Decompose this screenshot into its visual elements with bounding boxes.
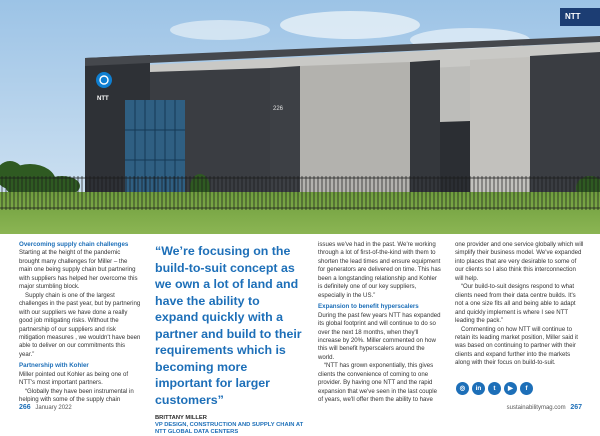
- issue-date: January 2022: [35, 405, 72, 411]
- footer-left: [19, 404, 72, 411]
- paragraph: Miller pointed out Kohler as being one of NTT's most important partners.: [19, 370, 129, 387]
- web-icon[interactable]: ◎: [456, 382, 469, 395]
- article-column-3: [318, 241, 442, 405]
- article-column-4: [455, 241, 585, 368]
- section-heading: Overcoming supply chain challenges: [19, 241, 129, 248]
- youtube-icon[interactable]: ▶: [504, 382, 517, 395]
- paragraph: Supply chain is one of the largest challenges in the past year, but by partnering with our suppliers we have done a really good job mitigating risks. Without the partnership of our suppliers and risk mitigation measures , we wouldn't have been able to deliver on our commitments this year.”: [19, 291, 141, 358]
- paragraph: During the past few years NTT has expanded its global footprint and will continue to do so over the next 18 months, when they'll increase by 20%. Miller commented on how this will benefit hyperscalers around the world.: [318, 311, 441, 361]
- pull-quote: [155, 243, 305, 436]
- page-number-left: 266: [19, 404, 31, 411]
- page-number-right: 267: [570, 404, 582, 411]
- pull-quote-text: “We’re focusing on the build-to-suit concept as we own a lot of land and have the ability to expand quickly with a partner and build to their requirements which is becoming more important for larger customers”: [155, 244, 302, 407]
- article-column-1: [19, 241, 141, 405]
- social-links: [456, 382, 533, 395]
- section-heading: Partnership with Kohler: [19, 362, 89, 370]
- quote-attribution-name: BRITTANY MILLER: [155, 415, 207, 421]
- paragraph: “Our build-to-suit designs respond to what clients need from their data centre builds. It's not a one size fits all and being able to adapt and quickly implement is where I see NTT leading the pack.”: [455, 283, 576, 325]
- paragraph: one provider and one service globally which will simplify their business model. We've expanded into places that are very desirable to some of our clients so I also think this interconnection will help.: [455, 241, 584, 282]
- paragraph: “NTT has grown exponentially, this gives clients the convenience of coming to one provider. By having one NTT and the rapid expansion that we've seen in the last couple of years, we'll offer them the ability to have: [318, 362, 438, 404]
- building-number: 226: [273, 106, 284, 112]
- footer-right: [507, 404, 582, 411]
- logo-text: NTT: [97, 96, 109, 102]
- paragraph: Starting at the height of the pandemic brought many challenges for Miller – the main one being supply chain but partnering with suppliers has helped her overcome this major stumbling block.: [19, 249, 138, 291]
- paragraph: Commenting on how NTT will continue to retain its leading market position, Miller said it was based on continuing to partner with their clients and expand further into the markets along with their focus on build-to-suit.: [455, 325, 578, 367]
- site-url[interactable]: sustainabilitymag.com: [506, 405, 566, 411]
- paragraph: issues we've had in the past. We're working through a lot of first-of-the-kind with them to shorten the lead times and ensure equipment for generators are delivered on time. This has been a longstanding relationship and Kohler is definitely one of our key suppliers, especially in the US.”: [318, 241, 441, 299]
- linkedin-icon[interactable]: in: [472, 382, 485, 395]
- paragraph: “Globally they have been instrumental in helping with some of the supply chain: [19, 387, 134, 404]
- section-heading: Expansion to benefit hyperscalers: [318, 303, 419, 311]
- facebook-icon[interactable]: f: [520, 382, 533, 395]
- quote-attribution-role: VP DESIGN, CONSTRUCTION AND SUPPLY CHAIN AT NTT GLOBAL DATA CENTERS: [155, 422, 304, 435]
- twitter-icon[interactable]: t: [488, 382, 501, 395]
- brand-tab: NTT: [560, 8, 600, 26]
